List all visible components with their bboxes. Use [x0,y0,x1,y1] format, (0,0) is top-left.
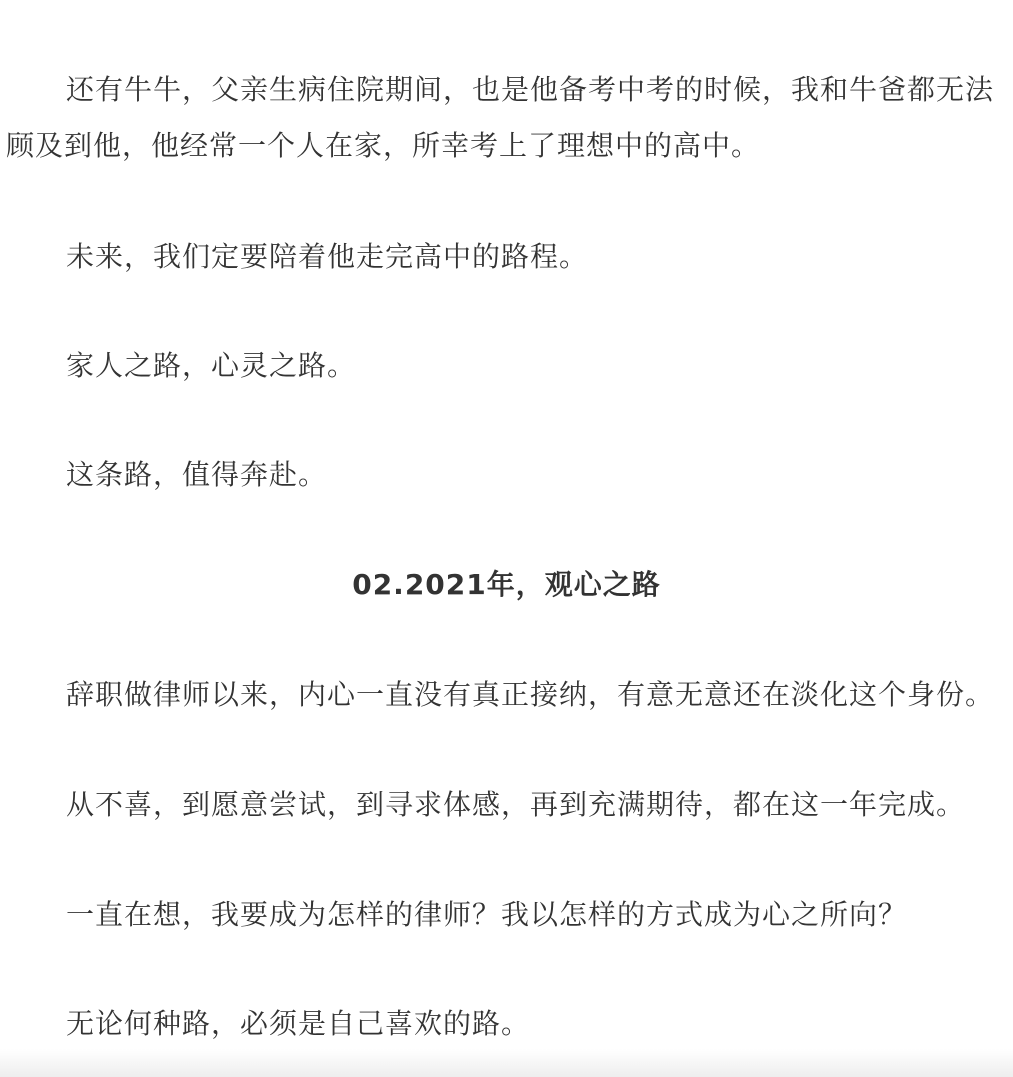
section-heading: 02.2021年，观心之路 [352,568,661,601]
paragraph: 未来，我们定要陪着他走完高中的路程。 [66,240,589,273]
paragraph: 无论何种路，必须是自己喜欢的路。 [66,1007,531,1040]
bottom-edge-shadow [0,1049,1013,1077]
paragraph: 这条路，值得奔赴。 [66,458,328,491]
paragraph-line: 还有牛牛，父亲生病住院期间，也是他备考中考的时候，我和牛爸都无法 [66,73,995,106]
paragraph: 从不喜，到愿意尝试，到寻求体感，再到充满期待，都在这一年完成。 [66,788,966,821]
paragraph: 家人之路，心灵之路。 [66,349,357,382]
paragraph-line: 顾及到他，他经常一个人在家，所幸考上了理想中的高中。 [6,129,761,162]
paragraph: 辞职做律师以来，内心一直没有真正接纳，有意无意还在淡化这个身份。 [66,678,995,711]
paragraph: 一直在想，我要成为怎样的律师？我以怎样的方式成为心之所向？ [66,898,908,931]
